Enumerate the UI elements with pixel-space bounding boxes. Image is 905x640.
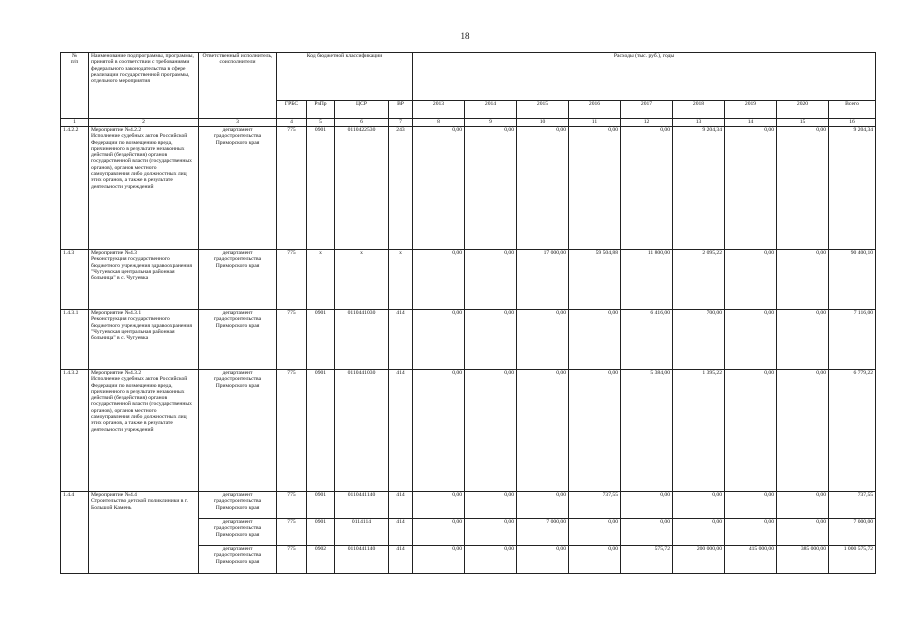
row-csr: 0110441030	[335, 370, 389, 492]
row-value: 0,00	[465, 546, 517, 574]
row-csr: 0114114	[335, 519, 389, 546]
row-vr: 414	[389, 492, 413, 519]
row-vr: 414	[389, 519, 413, 546]
row-value: 0,00	[465, 370, 517, 492]
row-grbs: 775	[277, 250, 307, 310]
row-value: 0,00	[777, 370, 829, 492]
row-vr: 414	[389, 546, 413, 574]
row-value: 0,00	[777, 310, 829, 370]
row-value: 0,00	[569, 519, 621, 546]
row-value: 6 779,22	[829, 370, 876, 492]
row-grbs: 775	[277, 492, 307, 519]
column-number: 12	[621, 119, 673, 127]
column-number: 7	[389, 119, 413, 127]
row-value: 0,00	[517, 127, 569, 250]
row-grbs: 775	[277, 546, 307, 574]
row-number: 1.4.2.2	[61, 127, 89, 250]
row-csr: 0110441140	[335, 492, 389, 519]
row-value: 0,00	[413, 519, 465, 546]
header-year-col: 2020	[777, 101, 829, 119]
row-value: 0,00	[465, 492, 517, 519]
row-name: Мероприятие №4.3.1 Реконструкция государственного бюджетного учреждения здравоохранения "Чугуевская центральная районная больница" в с. Чугуевка	[89, 310, 199, 370]
row-value: 0,00	[569, 546, 621, 574]
row-value: 0,00	[413, 546, 465, 574]
row-value: 200 000,00	[673, 546, 725, 574]
row-value: 0,00	[465, 127, 517, 250]
row-value: 0,00	[569, 370, 621, 492]
row-value: 0,00	[465, 310, 517, 370]
row-value: 17 000,00	[517, 250, 569, 310]
header-code-group: Код бюджетной классификации	[277, 53, 413, 101]
row-grbs: 775	[277, 310, 307, 370]
row-value: 6 416,00	[621, 310, 673, 370]
row-value: 700,00	[673, 310, 725, 370]
budget-table	[60, 52, 876, 574]
row-rzpr: 0901	[307, 127, 335, 250]
row-value: 0,00	[725, 370, 777, 492]
column-number: 2	[89, 119, 199, 127]
row-value: 0,00	[465, 250, 517, 310]
table-row	[61, 492, 876, 519]
row-value: 1 000 575,72	[829, 546, 876, 574]
column-number: 16	[829, 119, 876, 127]
row-responsible: департамент градостроительства Приморского края	[199, 546, 277, 574]
row-value: 0,00	[413, 250, 465, 310]
header-num: № п/п	[61, 53, 89, 119]
header-year-col: 2013	[413, 101, 465, 119]
row-value: 0,00	[777, 127, 829, 250]
row-csr: 0110441030	[335, 310, 389, 370]
header-code-col: РзПр	[307, 101, 335, 119]
row-vr: х	[389, 250, 413, 310]
header-year-col: 2014	[465, 101, 517, 119]
row-name: Мероприятие №4.3.2 Исполнение судебных актов Российской Федерации по возмещению вреда, причиненного в результате незаконных действий (бездействия) органов государственной власти (государственных органов), органов местного самоуправления либо должностных лиц этих органов, а также в результате деятельности учреждений	[89, 370, 199, 492]
row-value: 0,00	[777, 250, 829, 310]
row-number: 1.4.3.2	[61, 370, 89, 492]
row-rzpr: 0902	[307, 546, 335, 574]
header-year-col: 2016	[569, 101, 621, 119]
row-value: 0,00	[517, 546, 569, 574]
row-csr: 0110422530	[335, 127, 389, 250]
table-row	[61, 250, 876, 310]
header-code-col: ВР	[389, 101, 413, 119]
row-grbs: 775	[277, 519, 307, 546]
table-row	[61, 310, 876, 370]
row-value: 0,00	[673, 492, 725, 519]
column-number: 3	[199, 119, 277, 127]
row-value: 0,00	[621, 492, 673, 519]
header-name: Наименование подпрограммы, программы, принятой в соответствии с требованиями федерального законодательства в сфере реализации государственной программы, отдельного мероприятия	[89, 53, 199, 119]
column-number: 9	[465, 119, 517, 127]
row-grbs: 775	[277, 127, 307, 250]
row-rzpr: 0901	[307, 492, 335, 519]
row-responsible: департамент градостроительства Приморского края	[199, 250, 277, 310]
column-number-row	[61, 119, 876, 127]
row-responsible: департамент градостроительства Приморского края	[199, 370, 277, 492]
header-year-col: 2019	[725, 101, 777, 119]
row-value: 0,00	[673, 519, 725, 546]
row-responsible: департамент градостроительства Приморского края	[199, 492, 277, 519]
row-value: 0,00	[725, 127, 777, 250]
row-name: Мероприятие №4.3 Реконструкция государственного бюджетного учреждения здравоохранения "Чугуевская центральная районная больница" в с. Чугуевка	[89, 250, 199, 310]
row-value: 7 000,00	[829, 519, 876, 546]
row-value: 0,00	[517, 310, 569, 370]
row-value: 0,00	[725, 519, 777, 546]
row-value: 0,00	[413, 492, 465, 519]
row-grbs: 775	[277, 370, 307, 492]
header-year-col: 2018	[673, 101, 725, 119]
row-value: 0,00	[517, 492, 569, 519]
row-value: 0,00	[413, 310, 465, 370]
row-rzpr: 0901	[307, 310, 335, 370]
row-value: 0,00	[621, 519, 673, 546]
row-value: 737,55	[829, 492, 876, 519]
row-value: 0,00	[569, 127, 621, 250]
row-responsible: департамент градостроительства Приморского края	[199, 310, 277, 370]
row-value: 385 000,00	[777, 546, 829, 574]
row-responsible: департамент градостроительства Приморского края	[199, 519, 277, 546]
row-value: 0,00	[569, 310, 621, 370]
row-value: 90 400,10	[829, 250, 876, 310]
row-vr: 414	[389, 310, 413, 370]
row-value: 0,00	[777, 492, 829, 519]
row-value: 11 800,00	[621, 250, 673, 310]
header-year-col: 2015	[517, 101, 569, 119]
row-value: 0,00	[725, 310, 777, 370]
header-year-col: 2017	[621, 101, 673, 119]
column-number: 4	[277, 119, 307, 127]
row-value: 9 204,34	[829, 127, 876, 250]
row-value: 0,00	[725, 250, 777, 310]
row-value: 0,00	[725, 492, 777, 519]
row-csr: 0110441140	[335, 546, 389, 574]
column-number: 5	[307, 119, 335, 127]
header-row-1	[61, 53, 876, 101]
table-row	[61, 370, 876, 492]
column-number: 11	[569, 119, 621, 127]
row-number: 1.4.3.1	[61, 310, 89, 370]
table-row	[61, 127, 876, 250]
page-number: 18	[460, 31, 470, 41]
row-value: 59 504,88	[569, 250, 621, 310]
row-value: 0,00	[517, 370, 569, 492]
header-year-col: Всего	[829, 101, 876, 119]
row-value: 0,00	[465, 519, 517, 546]
row-value: 737,55	[569, 492, 621, 519]
row-value: 0,00	[413, 370, 465, 492]
row-number: 1.4.4	[61, 492, 89, 574]
row-responsible: департамент градостроительства Приморского края	[199, 127, 277, 250]
column-number: 8	[413, 119, 465, 127]
header-expense-group: Расходы (тыс. руб.), годы	[413, 53, 876, 101]
header-code-col: ГРБС	[277, 101, 307, 119]
column-number: 13	[673, 119, 725, 127]
row-number: 1.4.3	[61, 250, 89, 310]
row-value: 0,00	[777, 519, 829, 546]
row-value: 5 384,00	[621, 370, 673, 492]
row-value: 7 116,00	[829, 310, 876, 370]
row-value: 0,00	[621, 127, 673, 250]
column-number: 10	[517, 119, 569, 127]
row-rzpr: х	[307, 250, 335, 310]
row-rzpr: 0901	[307, 370, 335, 492]
header-responsible: Ответственный исполнитель, соисполнители	[199, 53, 277, 119]
row-value: 2 095,22	[673, 250, 725, 310]
column-number: 14	[725, 119, 777, 127]
row-value: 1 395,22	[673, 370, 725, 492]
row-value: 9 204,34	[673, 127, 725, 250]
column-number: 1	[61, 119, 89, 127]
row-name: Мероприятие №4.4 Строительство детской поликлиники в г. Большой Камень	[89, 492, 199, 574]
row-value: 415 000,00	[725, 546, 777, 574]
row-name: Мероприятие №4.2.2 Исполнение судебных актов Российской Федерации по возмещению вреда, причиненного в результате незаконных действий (бездействия) органов государственной власти (государственных органов), органов местного самоуправления либо должностных лиц этих органов, а также в результате деятельности учреждений	[89, 127, 199, 250]
row-value: 575,72	[621, 546, 673, 574]
row-vr: 243	[389, 127, 413, 250]
row-value: 0,00	[413, 127, 465, 250]
row-value: 7 000,00	[517, 519, 569, 546]
row-csr: х	[335, 250, 389, 310]
row-rzpr: 0901	[307, 519, 335, 546]
column-number: 6	[335, 119, 389, 127]
row-vr: 414	[389, 370, 413, 492]
column-number: 15	[777, 119, 829, 127]
header-code-col: ЦСР	[335, 101, 389, 119]
